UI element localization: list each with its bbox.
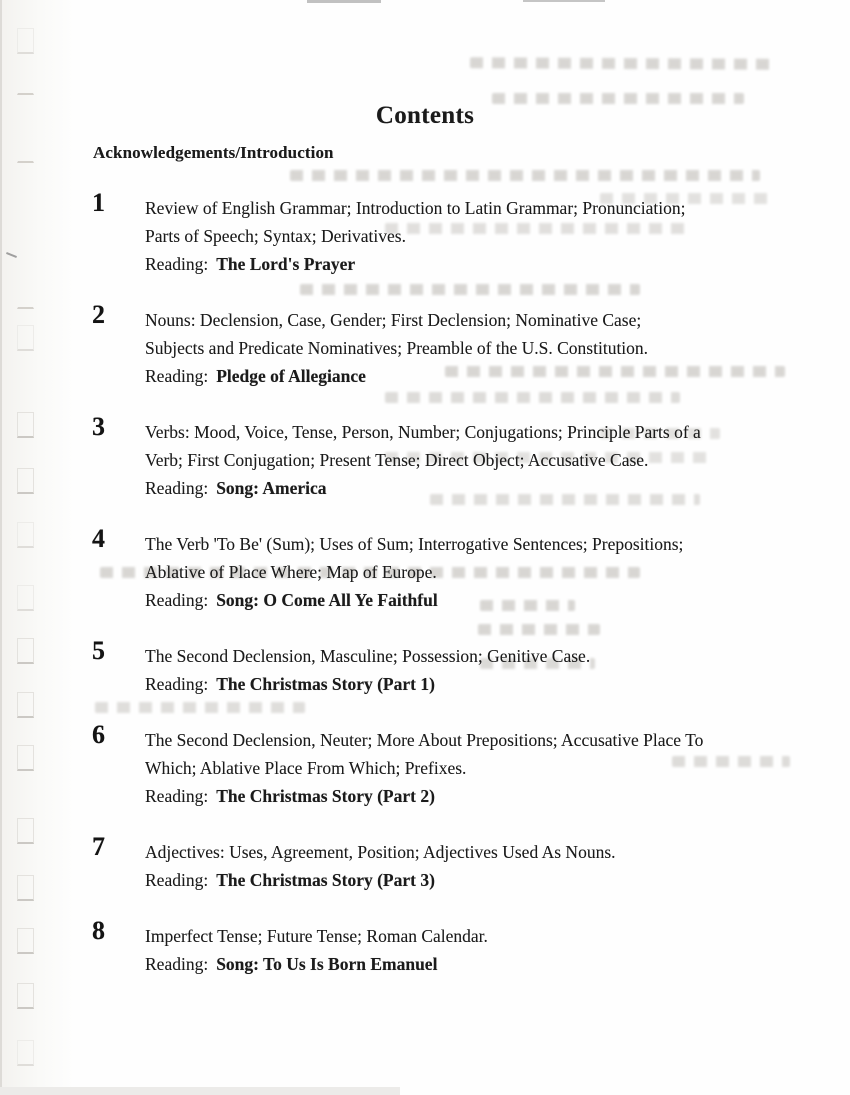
binding-mark (17, 818, 34, 844)
page-title: Contents (375, 101, 475, 129)
reading-title: Song: O Come All Ye Faithful (216, 590, 438, 610)
chapter-number: 1 (92, 188, 105, 217)
reading-label: Reading: (145, 590, 209, 610)
entry-reading-line (145, 474, 790, 502)
page-edge-line (0, 0, 2, 1095)
entry-text-line: Which; Ablative Place From Which; Prefixes. (145, 758, 467, 778)
binding-mark (17, 325, 34, 351)
bleed-through-artifact (290, 170, 760, 181)
entry-reading-line (145, 950, 790, 978)
binding-mark (17, 150, 34, 163)
chapter-number: 5 (92, 636, 105, 665)
chapter-number: 7 (92, 832, 105, 861)
binding-mark (17, 82, 34, 95)
toc (92, 188, 790, 1006)
chapter-number: 3 (92, 412, 105, 441)
toc-entry (92, 188, 790, 278)
entry-reading-line (145, 670, 790, 698)
chapter-number: 2 (92, 300, 105, 329)
entry-text-line: Nouns: Declension, Case, Gender; First Declension; Nominative Case; (145, 310, 642, 330)
entry-text-line: The Second Declension, Masculine; Possession; Genitive Case. (145, 646, 591, 666)
entry-reading-line (145, 866, 790, 894)
entry-text-line: Review of English Grammar; Introduction to Latin Grammar; Pronunciation; (145, 198, 686, 218)
entry-text-line: Parts of Speech; Syntax; Derivatives. (145, 226, 406, 246)
reading-label: Reading: (145, 674, 209, 694)
binding-mark (17, 638, 34, 664)
entry-text-line: Adjectives: Uses, Agreement, Position; Adjectives Used As Nouns. (145, 842, 616, 862)
chapter-number: 6 (92, 720, 105, 749)
toc-entry (92, 524, 790, 614)
entry-text-line: The Second Declension, Neuter; More About Prepositions; Accusative Place To (145, 730, 704, 750)
binding-mark (17, 468, 34, 494)
toc-entry (92, 300, 790, 390)
reading-title: The Christmas Story (Part 3) (216, 870, 435, 890)
entry-text-line: Imperfect Tense; Future Tense; Roman Calendar. (145, 926, 488, 946)
entry-reading-line (145, 586, 790, 614)
binding-mark (17, 1040, 34, 1066)
reading-label: Reading: (145, 786, 209, 806)
entry-reading-line (145, 250, 790, 278)
entry-text-line: Verb; First Conjugation; Present Tense; Direct Object; Accusative Case. (145, 450, 649, 470)
binding-mark (17, 692, 34, 718)
reading-title: Song: America (216, 478, 327, 498)
toc-entry (92, 636, 790, 698)
reading-title: The Christmas Story (Part 1) (216, 674, 435, 694)
reading-label: Reading: (145, 478, 209, 498)
entry-text-line: Verbs: Mood, Voice, Tense, Person, Number; Conjugations; Principle Parts of a (145, 422, 701, 442)
entry-text-line: The Verb 'To Be' (Sum); Uses of Sum; Interrogative Sentences; Prepositions; (145, 534, 684, 554)
reading-label: Reading: (145, 254, 209, 274)
binding-mark (17, 928, 34, 954)
toc-entry (92, 720, 790, 810)
binding-mark (17, 875, 34, 901)
entry-text-line: Subjects and Predicate Nominatives; Preamble of the U.S. Constitution. (145, 338, 649, 358)
reading-title: The Christmas Story (Part 2) (216, 786, 435, 806)
chapter-number: 8 (92, 916, 105, 945)
pen-tick-mark (6, 252, 17, 258)
entry-text-line: Ablative of Place Where; Map of Europe. (145, 562, 437, 582)
reading-title: Song: To Us Is Born Emanuel (216, 954, 438, 974)
reading-label: Reading: (145, 366, 209, 386)
toc-entry (92, 412, 790, 502)
reading-title: Pledge of Allegiance (216, 366, 366, 386)
binding-mark (17, 745, 34, 771)
chapter-number: 4 (92, 524, 105, 553)
reading-title: The Lord's Prayer (216, 254, 356, 274)
binding-mark (17, 585, 34, 611)
scan-edge-artifact (0, 1087, 400, 1095)
front-matter-line: Acknowledgements/Introduction (93, 143, 334, 162)
reading-label: Reading: (145, 870, 209, 890)
entry-reading-line (145, 362, 790, 390)
binding-mark (17, 522, 34, 548)
toc-entry (92, 916, 790, 978)
toc-entry (92, 832, 790, 894)
scan-edge-artifact (523, 0, 605, 2)
binding-mark (17, 28, 34, 54)
bleed-through-artifact (470, 57, 770, 70)
binding-mark (17, 983, 34, 1009)
reading-label: Reading: (145, 954, 209, 974)
entry-reading-line (145, 782, 790, 810)
scan-edge-artifact (307, 0, 381, 3)
binding-mark (17, 296, 34, 309)
binding-mark (17, 412, 34, 438)
